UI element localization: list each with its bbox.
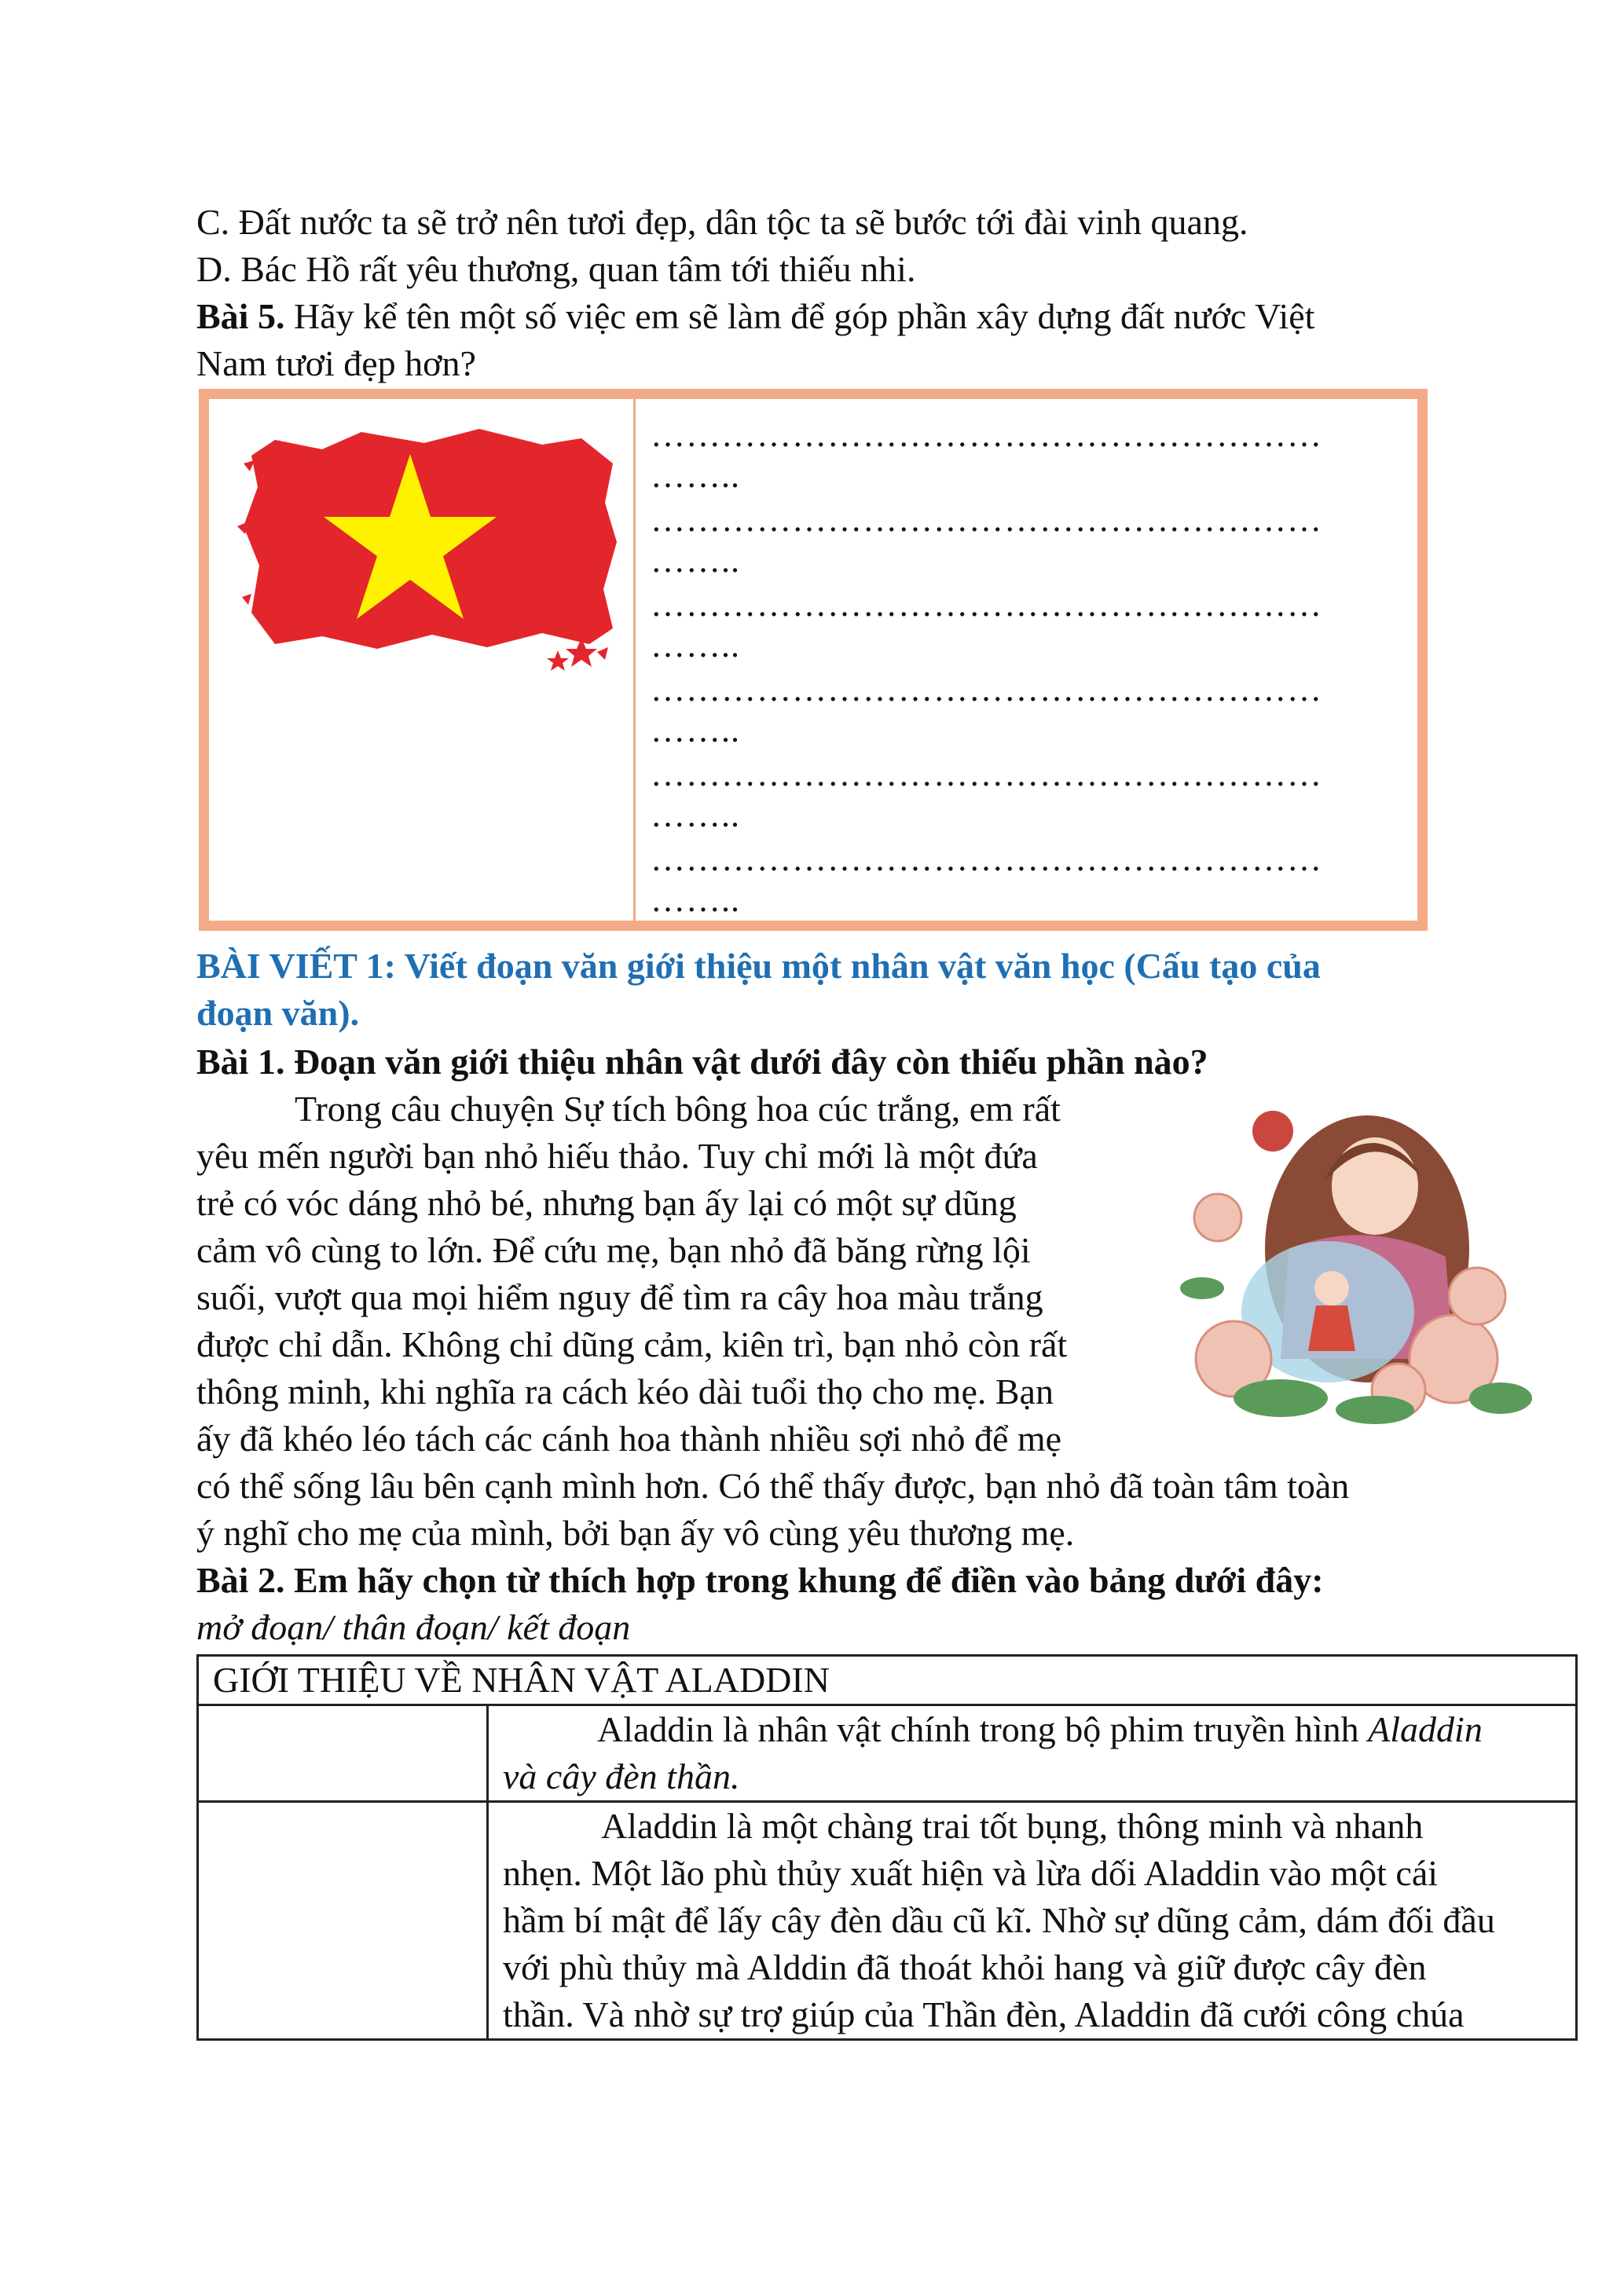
row1-label-cell[interactable]: [198, 1705, 488, 1802]
paragraph-line: cảm vô cùng to lớn. Để cứu mẹ, bạn nhỏ đã băng rừng lội: [196, 1230, 1031, 1270]
paragraph-line: được chỉ dẫn. Không chỉ dũng cảm, kiên trì, bạn nhỏ còn rất: [196, 1324, 1068, 1364]
section-title-cont: đoạn văn).: [196, 993, 360, 1033]
table-title: GIỚI THIỆU VỀ NHÂN VẬT ALADDIN: [198, 1656, 1577, 1705]
answer-dots-6a: …………………………………………………: [651, 840, 1322, 878]
exercise-5-text: Hãy kể tên một số việc em sẽ làm để góp phần xây dựng đất nước Việt: [284, 296, 1315, 336]
paragraph-line: ấy đã khéo léo tách các cánh hoa thành nhiều sợi nhỏ để mẹ: [196, 1419, 1062, 1459]
paragraph-line: ý nghĩ cho mẹ của mình, bởi bạn ấy vô cùng yêu thương mẹ.: [196, 1513, 1075, 1553]
paragraph-line: Trong câu chuyện Sự tích bông hoa cúc trắng, em rất: [295, 1089, 1061, 1129]
exercise-2-options: mở đoạn/ thân đoạn/ kết đoạn: [196, 1607, 631, 1647]
answer-dots-1a: …………………………………………………: [651, 416, 1322, 454]
row1-line2: và cây đèn thần.: [503, 1756, 740, 1796]
row2-line: hầm bí mật để lấy cây đèn dầu cũ kĩ. Nhờ sự dũng cảm, dám đối đầu: [503, 1900, 1495, 1940]
aladdin-table: [196, 1654, 1578, 2041]
exercise-2-heading: Bài 2. Em hãy chọn từ thích hợp trong khung để điền vào bảng dưới đây:: [196, 1560, 1324, 1600]
option-c-line: C. Đất nước ta sẽ trở nên tươi đẹp, dân tộc ta sẽ bước tới đài vinh quang.: [196, 202, 1248, 242]
paragraph-line: yêu mến người bạn nhỏ hiếu thảo. Tuy chỉ mới là một đứa: [196, 1136, 1038, 1176]
mother-child-illustration: [1171, 1100, 1540, 1430]
row2-line: Aladdin là một chàng trai tốt bụng, thông minh và nhanh: [601, 1806, 1424, 1846]
row2-line: thần. Và nhờ sự trợ giúp của Thần đèn, Aladdin đã cưới công chúa: [503, 1994, 1465, 2034]
paragraph-line: trẻ có vóc dáng nhỏ bé, nhưng bạn ấy lại có một sự dũng: [196, 1183, 1017, 1223]
answer-dots-5b: ……..: [651, 796, 740, 834]
exercise-5-question: [196, 293, 1314, 340]
answer-dots-3a: …………………………………………………: [651, 585, 1322, 624]
answer-dots-2b: ……..: [651, 541, 740, 580]
answer-dots-5a: …………………………………………………: [651, 755, 1322, 793]
answer-dots-2a: …………………………………………………: [651, 500, 1322, 539]
row2-line: nhẹn. Một lão phù thủy xuất hiện và lừa dối Aladdin vào một cái: [503, 1853, 1439, 1893]
vietnam-flag-image: [228, 408, 621, 691]
answer-box-divider: [633, 389, 636, 931]
row2-line: với phù thủy mà Alddin đã thoát khỏi hang và giữ được cây đèn: [503, 1947, 1427, 1987]
exercise-1-heading: Bài 1. Đoạn văn giới thiệu nhân vật dưới đây còn thiếu phần nào?: [196, 1042, 1208, 1082]
answer-dots-3b: ……..: [651, 626, 740, 665]
paragraph-line: có thể sống lâu bên cạnh mình hơn. Có thể thấy được, bạn nhỏ đã toàn tâm toàn: [196, 1466, 1350, 1506]
answer-dots-6b: ……..: [651, 881, 740, 919]
answer-dots-1b: ……..: [651, 456, 740, 495]
paragraph-line: thông minh, khi nghĩa ra cách kéo dài tuổi thọ cho mẹ. Bạn: [196, 1371, 1054, 1412]
section-title: BÀI VIẾT 1: Viết đoạn văn giới thiệu một nhân vật văn học (Cấu tạo của: [196, 946, 1321, 986]
answer-dots-4a: …………………………………………………: [651, 670, 1322, 709]
exercise-5-question-cont: Nam tươi đẹp hơn?: [196, 343, 476, 383]
paragraph-line: suối, vượt qua mọi hiểm nguy để tìm ra cây hoa màu trắng: [196, 1277, 1043, 1317]
row1-line1: Aladdin là nhân vật chính trong bộ phim truyền hình Aladdin: [597, 1709, 1483, 1749]
row2-content: [488, 1802, 1577, 2040]
exercise-5-label: Bài 5.: [196, 296, 285, 336]
row1-content: [488, 1705, 1577, 1802]
option-d-line: D. Bác Hồ rất yêu thương, quan tâm tới thiếu nhi.: [196, 249, 916, 289]
row2-label-cell[interactable]: [198, 1802, 488, 2040]
answer-dots-4b: ……..: [651, 711, 740, 749]
